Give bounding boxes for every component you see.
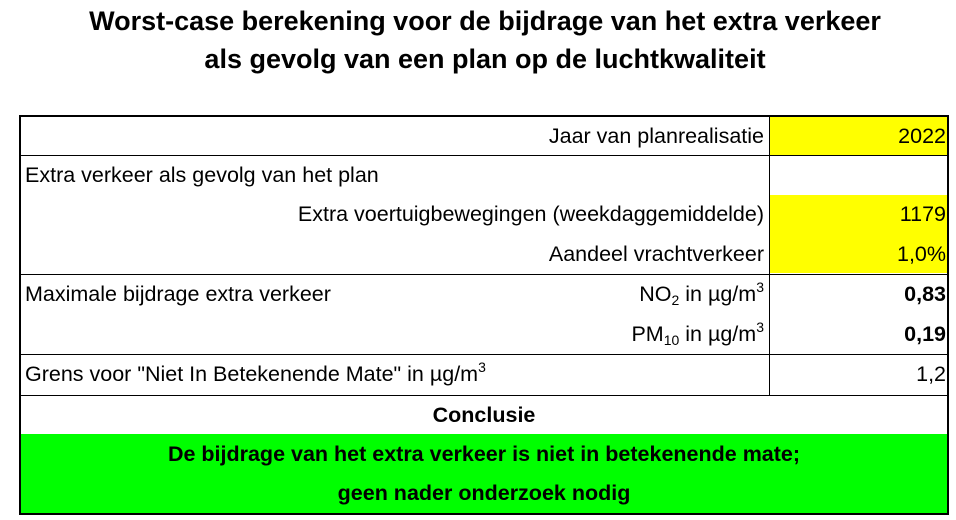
- column-divider: [769, 155, 770, 195]
- pm10-superscript: 3: [756, 319, 764, 335]
- pm10-subscript: 10: [663, 332, 680, 348]
- no2-superscript: 3: [756, 279, 764, 295]
- pm10-label: [421, 315, 764, 353]
- pm10-unit: in µg/m: [679, 322, 757, 346]
- no2-unit: in µg/m: [679, 282, 757, 306]
- no2-prefix: NO: [639, 282, 672, 306]
- limit-label-text: Grens voor "Niet In Betekenende Mate" in µg/m: [25, 362, 479, 386]
- limit-superscript: 3: [478, 359, 486, 375]
- title-line-2: als gevolg van een plan op de luchtkwaliteit: [204, 44, 766, 74]
- limit-value: 1,2: [916, 362, 946, 386]
- conclusion-line-2: geen nader onderzoek nodig: [337, 481, 631, 505]
- conclusion-line-1: De bijdrage van het extra verkeer is niet in betekenende mate;: [167, 442, 801, 466]
- page-title: [0, 2, 956, 78]
- vehicle-value[interactable]: 1179: [899, 202, 946, 226]
- calculation-table: [19, 115, 949, 515]
- limit-label: [25, 355, 486, 393]
- max-contribution-label: Maximale bijdrage extra verkeer: [25, 282, 331, 306]
- truck-value[interactable]: 1,0%: [896, 242, 946, 266]
- no2-value: 0,83: [904, 282, 946, 306]
- traffic-section-header: Extra verkeer als gevolg van het plan: [25, 163, 379, 187]
- no2-subscript: 2: [671, 292, 680, 308]
- no2-label: [421, 275, 764, 313]
- pm10-value: 0,19: [904, 322, 946, 346]
- title-line-1: Worst-case berekening voor de bijdrage van het extra verkeer: [89, 6, 881, 36]
- year-value[interactable]: 2022: [898, 124, 946, 148]
- year-label: Jaar van planrealisatie: [548, 124, 764, 148]
- truck-label: Aandeel vrachtverkeer: [548, 242, 764, 266]
- conclusion-header: Conclusie: [432, 403, 536, 427]
- vehicle-label: Extra voertuigbewegingen (weekdaggemiddelde): [297, 202, 764, 226]
- pm10-prefix: PM: [631, 322, 664, 346]
